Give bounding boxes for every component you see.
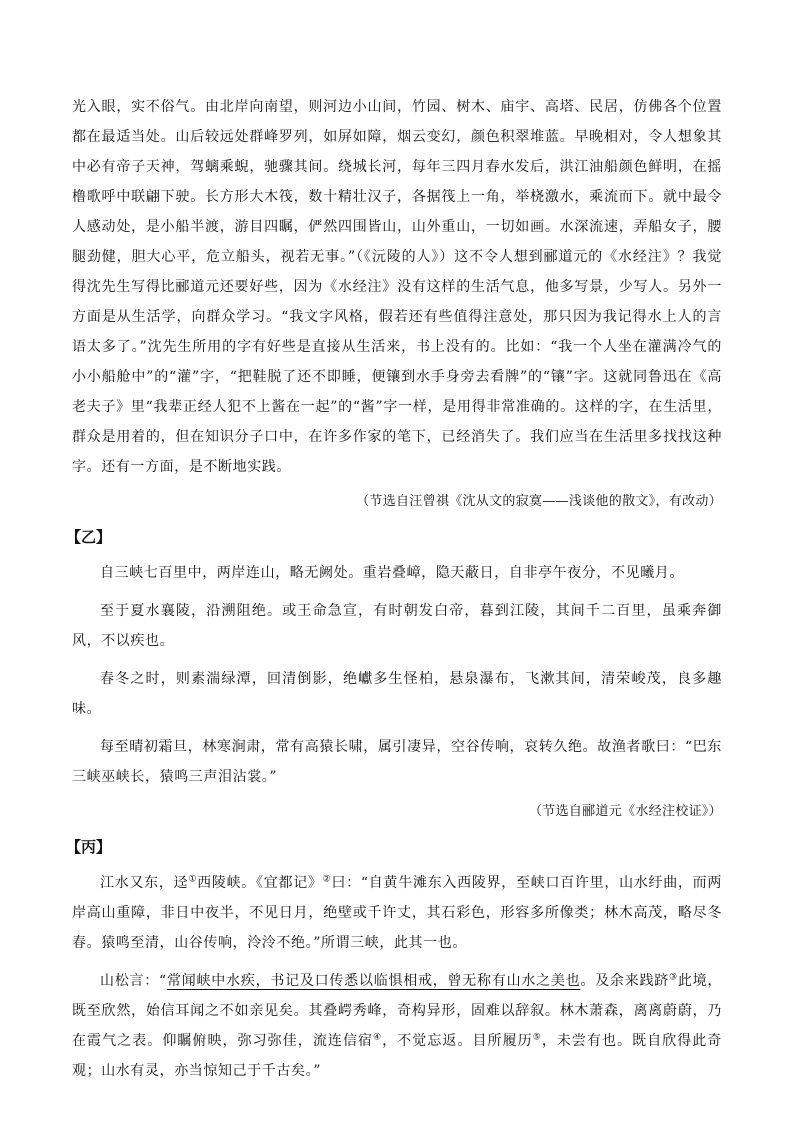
jia-source-note: （节选自汪曾祺《沈从文的寂寞——浅谈他的散文》，有改动） bbox=[356, 494, 722, 509]
footnote-marker-1: ① bbox=[188, 874, 198, 885]
footnote-marker-4: ④ bbox=[373, 1032, 383, 1043]
bing-paragraph-1 bbox=[72, 868, 722, 958]
bing-p2-text-a: 山松言：“ bbox=[100, 973, 167, 989]
bing-paragraph-2 bbox=[72, 966, 722, 1086]
section-heading-yi: 【乙】 bbox=[66, 528, 112, 546]
bing-p1-text-c: 曰：“自黄牛滩东入西陵界，至峡口百许里，山水纡曲，而两岸高山重障，非日中夜半，不见日月，绝壁或千许丈，其石彩色，形容多所像类；林木高茂，略尽冬春。猿鸣至清，山谷传响，泠泠不绝。”所谓三峡，此其一也。 bbox=[72, 875, 723, 951]
bing-p1-text-b: 西陵峡。《宜都记》 bbox=[197, 875, 323, 891]
footnote-marker-2: ② bbox=[322, 874, 332, 885]
bing-p2-text-b: 。及余来践跻 bbox=[580, 973, 669, 989]
document-page bbox=[66, 92, 723, 1086]
footnote-marker-5: ⑤ bbox=[532, 1032, 542, 1043]
yi-paragraph-2: 至于夏水襄陵，沿溯阻绝。或王命急宣，有时朝发白帝，暮到江陵，其间千二百里，虽乘奔御风，不以疾也。 bbox=[72, 603, 722, 649]
bing-p2-text-c: 此境，既至欣然，始信耳闻之不如亲见矣。其叠崿秀峰，奇构异形，固难以辞叙。林木萧森，离离蔚蔚，乃在霞气之表。仰瞩俯映，弥习弥佳，流连信宿 bbox=[72, 973, 722, 1049]
footnote-marker-3: ③ bbox=[669, 972, 678, 983]
bing-p2-text-d: ，不觉忘返。目所履历 bbox=[382, 1033, 533, 1049]
section-heading-bing: 【丙】 bbox=[66, 838, 112, 856]
jia-paragraph: 光入眼，实不俗气。由北岸向南望，则河边小山间，竹园、树木、庙宇、高塔、民居，仿佛各个位置都在最适当处。山后较远处群峰罗列，如屏如障，烟云变幻，颜色积翠堆蓝。早晚相对，令人想象其中必有帝子天神，驾螭乘蜺，驰骤其间。绕城长河，每年三四月春水发后，洪江油船颜色鲜明，在摇橹歌呼中联翩下驶。长方形大木筏，数十精壮汉子，各据筏上一角，举桡激水，乘流而下。就中最令人感动处，是小船半渡，游目四瞩，俨然四围皆山，山外重山，一切如画。水深流速，弄船女子，腰腿劲健，胆大心平，危立船头，视若无事。”（《沅陵的人》）这不令人想到郦道元的《水经注》？我觉得沈先生写得比郦道元还要好些，因为《水经注》没有这样的生活气息，他多写景，少写人。另外一方面是从生活学，向群众学习。“我文字风格，假若还有些值得注意处，那只因为我记得水上人的言语太多了。”沈先生所用的字有好些是直接从生活来，书上没有的。比如：“我一个人坐在灌满冷气的小小船舱中”的“灌”字，“把鞋脱了还不即睡，便镶到水手身旁去看牌”的“镶”字。这就同鲁迅在《高老夫子》里“我辈正经人犯不上酱在一起”的“酱”字一样，是用得非常准确的。这样的字，在生活里，群众是用着的，但在知识分子口中，在许多作家的笔下，已经消失了。我们应当在生活里多找找这种字。还有一方面，是不断地实践。 bbox=[72, 99, 722, 475]
yi-paragraph-1: 自三峡七百里中，两岸连山，略无阙处。重岩叠嶂，隐天蔽日，自非亭午夜分，不见曦月。 bbox=[100, 565, 684, 581]
yi-source-note: （节选自郦道元《水经注校证》） bbox=[528, 804, 722, 819]
bing-p1-text-a: 江水又东，迳 bbox=[100, 875, 189, 891]
underlined-sentence: 常闻峡中水疾，书记及口传悉以临惧相戒，曾无称有山水之美也 bbox=[166, 973, 581, 989]
yi-paragraph-3: 春冬之时，则素湍绿潭，回清倒影，绝巘多生怪柏，悬泉瀑布，飞漱其间，清荣峻茂，良多趣味。 bbox=[72, 671, 722, 717]
yi-paragraph-4: 每至晴初霜旦，林寒涧肃，常有高猿长啸，属引凄异，空谷传响，哀转久绝。故渔者歌曰：“巴东三峡巫峡长，猿鸣三声泪沾裳。” bbox=[72, 739, 722, 785]
bing-p2-text-e: ，未尝有也。既自欣得此奇观；山水有灵，亦当惊知己于千古矣。” bbox=[72, 1033, 723, 1079]
